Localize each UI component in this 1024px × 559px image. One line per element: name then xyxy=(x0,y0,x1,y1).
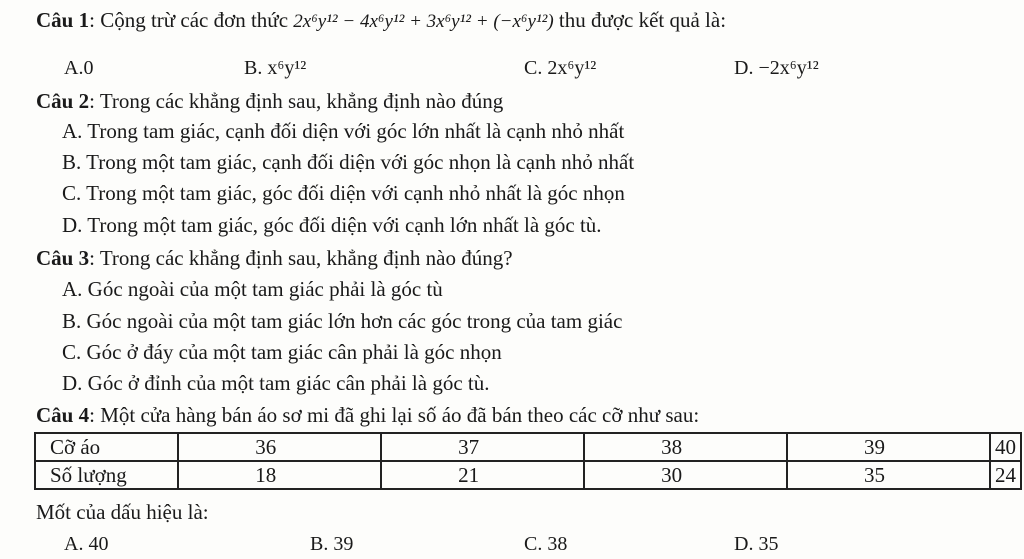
q4-option-c: C. 38 xyxy=(524,533,568,555)
question-1-expression: 2x⁶y¹² − 4x⁶y¹² + 3x⁶y¹² + (−x⁶y¹²) xyxy=(293,11,554,32)
table-cell: 36 xyxy=(178,433,381,461)
q2-option-a: A. Trong tam giác, cạnh đối diện với góc lớn nhất là cạnh nhỏ nhất xyxy=(62,119,625,143)
question-4 xyxy=(36,403,699,427)
q4-prompt: Mốt của dấu hiệu là: xyxy=(36,500,209,524)
q4-option-a: A. 40 xyxy=(64,533,109,555)
question-4-text: : Một cửa hàng bán áo sơ mi đã ghi lại số áo đã bán theo các cỡ như sau: xyxy=(89,403,700,427)
question-1-tail: thu được kết quả là: xyxy=(558,8,727,32)
question-3 xyxy=(36,246,513,270)
q4-option-d: D. 35 xyxy=(734,533,779,555)
question-3-label: Câu 3 xyxy=(36,246,90,270)
q3-option-d: D. Góc ở đỉnh của một tam giác cân phải là góc tù. xyxy=(62,371,490,395)
table-cell: 40 xyxy=(990,433,1021,461)
question-2-text: : Trong các khẳng định sau, khẳng định nào đúng xyxy=(89,89,504,113)
question-4-label: Câu 4 xyxy=(36,403,90,427)
q1-option-d: D. −2x⁶y¹² xyxy=(734,57,819,79)
question-3-text: : Trong các khẳng định sau, khẳng định nào đúng? xyxy=(89,246,513,270)
table-cell: 35 xyxy=(787,461,990,489)
table-cell: 24 xyxy=(990,461,1021,489)
q3-option-c: C. Góc ở đáy của một tam giác cân phải là góc nhọn xyxy=(62,340,502,364)
table-cell: 18 xyxy=(178,461,381,489)
q2-option-c: C. Trong một tam giác, góc đối diện với cạnh nhỏ nhất là góc nhọn xyxy=(62,181,625,205)
question-1-label: Câu 1 xyxy=(36,8,90,32)
table-cell: 37 xyxy=(381,433,584,461)
table-cell: 39 xyxy=(787,433,990,461)
question-1 xyxy=(36,8,726,34)
table-cell: 30 xyxy=(584,461,787,489)
q2-option-d: D. Trong một tam giác, góc đối diện với cạnh lớn nhất là góc tù. xyxy=(62,213,602,237)
table-cell: Số lượng xyxy=(35,461,178,489)
q2-option-b: B. Trong một tam giác, cạnh đối diện với góc nhọn là cạnh nhỏ nhất xyxy=(62,150,635,174)
table-cell: 38 xyxy=(584,433,787,461)
shirt-size-table xyxy=(34,432,1022,490)
question-2-label: Câu 2 xyxy=(36,89,90,113)
question-1-text: : Cộng trừ các đơn thức xyxy=(89,8,289,32)
table-cell: Cỡ áo xyxy=(35,433,178,461)
q4-option-b: B. 39 xyxy=(310,533,354,555)
question-2 xyxy=(36,89,503,113)
q1-option-b: B. x⁶y¹² xyxy=(244,57,307,79)
q3-option-a: A. Góc ngoài của một tam giác phải là góc tù xyxy=(62,277,443,301)
q3-option-b: B. Góc ngoài của một tam giác lớn hơn các góc trong của tam giác xyxy=(62,309,623,333)
q1-option-a: A.0 xyxy=(64,57,94,79)
q1-option-c: C. 2x⁶y¹² xyxy=(524,57,597,79)
table-cell: 21 xyxy=(381,461,584,489)
table-row xyxy=(35,433,1021,461)
table-row xyxy=(35,461,1021,489)
